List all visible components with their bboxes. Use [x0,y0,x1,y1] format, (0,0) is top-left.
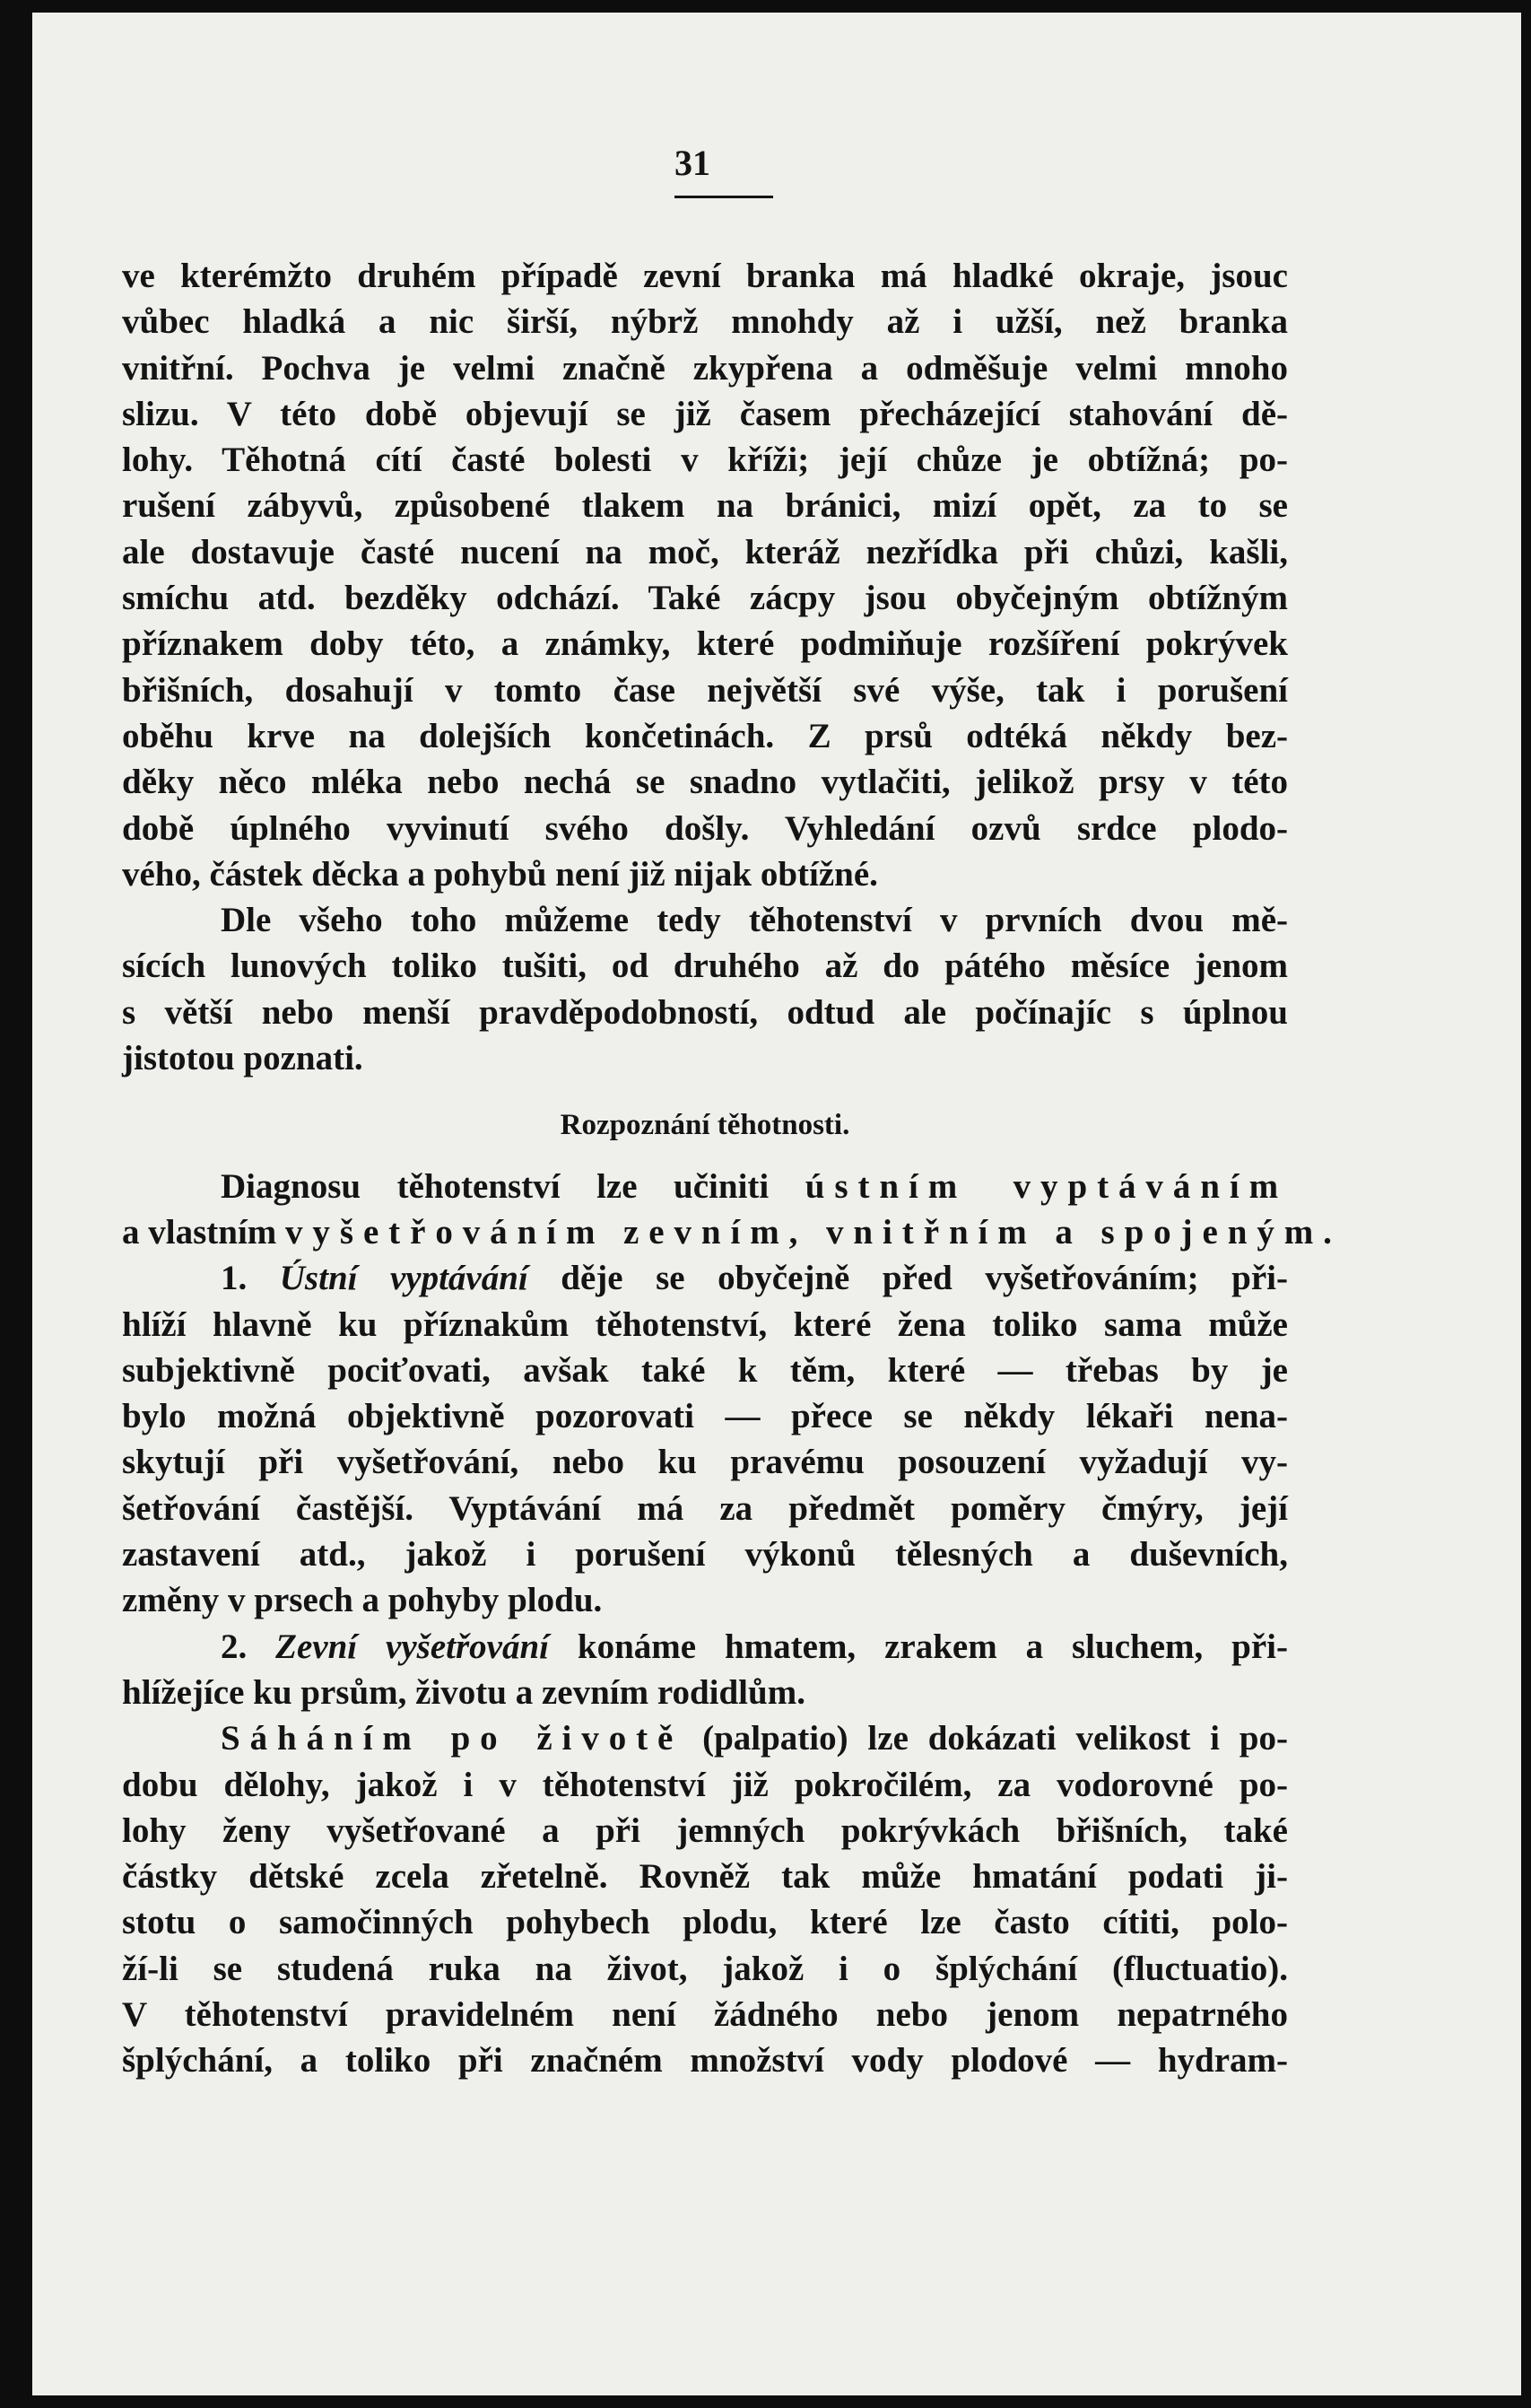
paragraph-3 [122,1164,1342,1256]
list-number: 1. [221,1259,280,1298]
text-run: a vlastním [122,1212,286,1252]
text-line: hlíží hlavně ku příznakům těhotenství, které žena toliko sama může [122,1304,1288,1344]
italic-term: Zevní vyšetřování [275,1627,549,1666]
text-line: děky něco mléka nebo nechá se snadno vytlačiti, jelikož prsy v této [122,763,1288,802]
text-line: sících lunových toliko tušiti, od druhého až do pátého měsíce jenom [122,947,1288,986]
spaced-emphasis: Sáháním po životě [221,1719,683,1758]
italic-term: Ústní vyptávání [279,1259,528,1298]
text-run: děje se obyčejně před vyšetřováním; při- [527,1259,1288,1298]
text-line: době úplného vyvinutí svého došly. Vyhledání ozvů srdce plodo- [122,808,1288,848]
text-line: vého, částek děcka a pohybů není již nijak obtížné. [122,854,878,894]
text-line [122,1715,1288,1761]
text-line: skytují při vyšetřování, nebo ku pravému posouzení vyžadují vy- [122,1443,1288,1482]
text-line: změny v prsech a pohyby plodu. [122,1581,603,1620]
text-line: příznakem doby této, a známky, které podmiňuje rozšíření pokrývek [122,624,1288,664]
page-body [122,253,1342,2084]
text-line: šplýchání, a toliko při značném množství vody plodové — hydram- [122,2041,1288,2081]
page-number: 31 [674,143,710,183]
text-line: částky dětské zcela zřetelně. Rovněž tak může hmatání podati ji- [122,1857,1288,1897]
text-line: ve kterémžto druhém případě zevní branka má hladké okraje, jsouc [122,257,1288,295]
text-line: vůbec hladká a nic širší, nýbrž mnohdy až i užší, než branka [122,302,1288,342]
paragraph-2 [122,897,1288,1081]
paragraph-6 [122,1715,1288,2083]
text-line [122,1164,1288,1209]
text-run: (palpatio) lze dokázati velikost i po- [683,1719,1288,1758]
text-line: ale dostavuje časté nucení na moč, kteráž nezřídka při chůzi, kašli, [122,532,1288,571]
text-line: bylo možná objektivně pozorovati — přece se někdy lékaři nena- [122,1397,1288,1436]
text-line: Dle všeho toho můžeme tedy těhotenství v prvních dvou mě- [221,901,1288,940]
list-number: 2. [221,1627,276,1666]
text-line: lohy. Těhotná cítí časté bolesti v kříži; její chůze je obtížná; po- [122,441,1288,480]
text-line: šetřování častější. Vyptávání má za předmět poměry čmýry, její [122,1488,1288,1528]
spaced-emphasis: vyšetřováním zevním, vnitřním a spojeným. [285,1212,1342,1252]
paragraph-1 [122,253,1288,897]
text-line: smíchu atd. bezděky odchází. Také zácpy jsou obyčejným obtížným [122,579,1288,618]
text-line: oběhu krve na dolejších končetinách. Z prsů odtéká někdy bez- [122,716,1288,755]
text-line: zastavení atd., jakož i porušení výkonů tělesných a duševních, [122,1535,1288,1575]
text-line: subjektivně pociťovati, avšak také k těm, které — třebas by je [122,1350,1288,1390]
text-line: jistotou poznati. [122,1039,363,1078]
text-line [122,1255,1288,1301]
text-line: s větší nebo menší pravděpodobností, odtud ale počínajíc s úplnou [122,992,1288,1032]
spaced-emphasis: ústním vyptáváním [805,1166,1289,1206]
text-run: Diagnosu těhotenství lze učiniti [221,1166,805,1206]
section-heading: Rozpoznání těhotnosti. [560,1109,850,1142]
text-line: hlížejíce ku prsům, životu a zevním rodidlům. [122,1672,805,1712]
text-line: břišních, dosahují v tomto čase největší své výše, tak i porušení [122,670,1288,710]
page-number-underline [674,196,773,198]
text-line: dobu dělohy, jakož i v těhotenství již pokročilém, za vodorovné po- [122,1765,1288,1804]
text-line: vnitřní. Pochva je velmi značně zkypřena a odměšuje velmi mnoho [122,348,1288,388]
paragraph-5 [122,1624,1288,1716]
text-line: slizu. V této době objevují se již časem přecházející stahování dě- [122,394,1288,433]
text-line: lohy ženy vyšetřované a při jemných pokrývkách břišních, také [122,1810,1288,1850]
text-line: stotu o samočinných pohybech plodu, které lze často cítiti, polo- [122,1903,1288,1942]
text-line: V těhotenství pravidelném není žádného nebo jenom nepatrného [122,1994,1288,2034]
paragraph-4 [122,1255,1288,1623]
text-line: rušení zábyvů, způsobené tlakem na bránici, mizí opět, za to se [122,486,1288,526]
text-line [122,1209,1342,1255]
text-run: konáme hmatem, zrakem a sluchem, při- [548,1627,1288,1666]
text-line [122,1624,1288,1670]
text-line: ží-li se studená ruka na život, jakož i o šplýchání (fluctuatio). [122,1949,1288,1988]
